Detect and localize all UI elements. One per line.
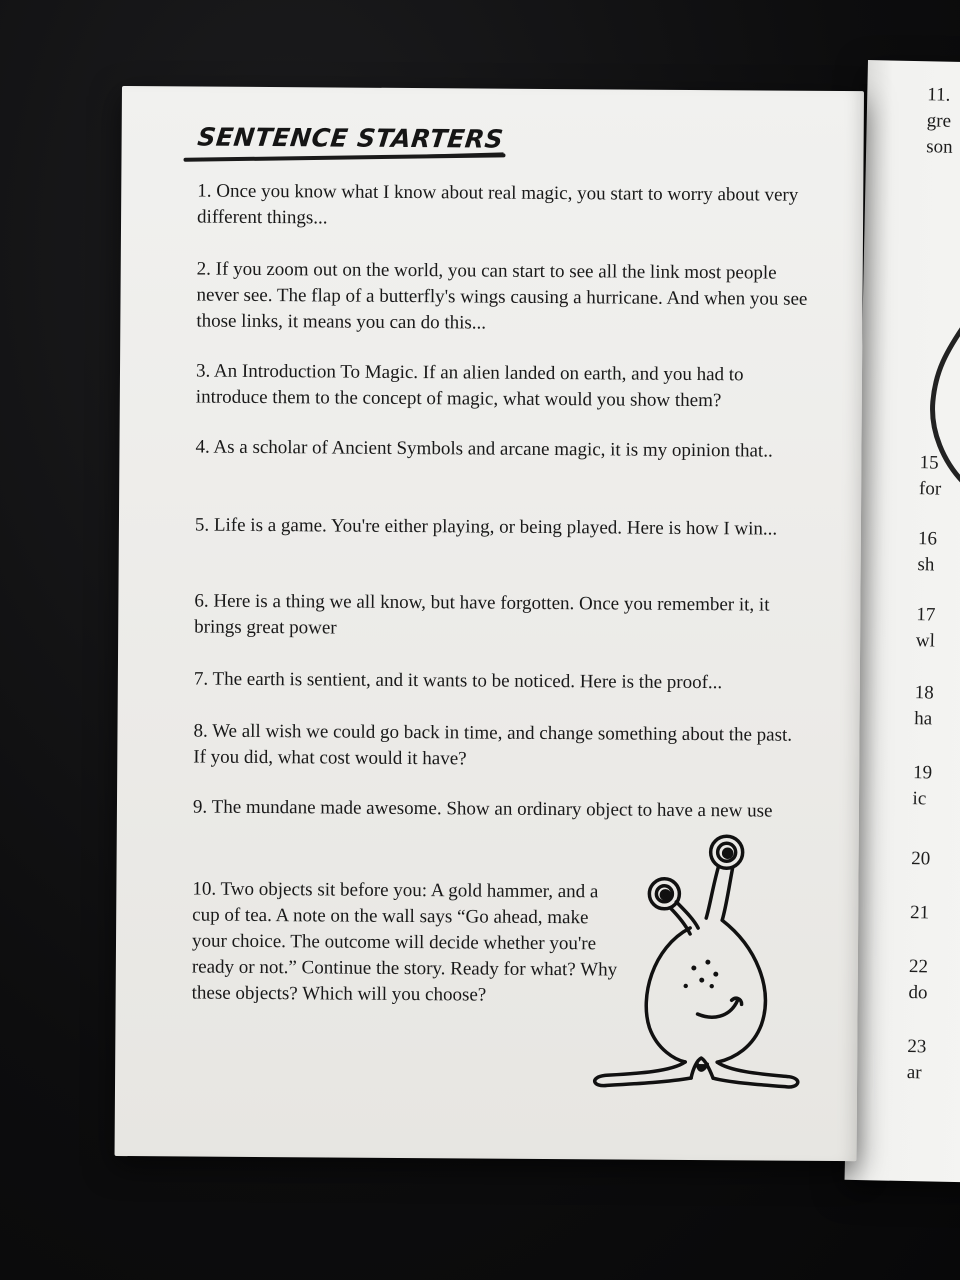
right-fragment: 22: [908, 956, 929, 978]
right-fragment: ha: [913, 708, 933, 730]
right-fragment: gre: [926, 110, 952, 132]
sentence-starter-3: 3. An Introduction To Magic. If an alien landed on earth, and you had to introduce them to the concept of magic, what would you show them?: [195, 360, 744, 412]
right-fragment: 20: [911, 848, 931, 870]
right-fragment: 17: [916, 604, 936, 626]
right-fragment: son: [925, 136, 953, 158]
right-fragment: 16: [917, 528, 938, 550]
right-fragment: 23: [907, 1036, 927, 1058]
right-fragment: 15: [919, 452, 939, 474]
page-title: SENTENCE STARTERS: [196, 122, 505, 154]
sentence-starter-2: 2. If you zoom out on the world, you can start to see all the link most people never see. The flap of a butterfly's wings causing a hurricane. And when you see those links, it means you can do this...: [196, 258, 808, 334]
right-fragment: ar: [906, 1062, 922, 1084]
sentence-starter-9: 9. The mundane made awesome. Show an ordinary object to have a new use: [192, 796, 773, 822]
right-fragment: 19: [912, 762, 933, 784]
right-fragment: 11.: [927, 84, 951, 106]
right-fragment: 21: [909, 902, 930, 924]
sentence-starter-4: 4. As a scholar of Ancient Symbols and arcane magic, it is my opinion that..: [195, 436, 773, 462]
right-fragment: for: [918, 478, 942, 500]
sentence-starter-1: 1. Once you know what I know about real magic, you start to worry about very different things...: [197, 180, 799, 229]
right-fragment: ic: [912, 788, 927, 810]
right-fragment: do: [908, 982, 928, 1004]
sentence-starter-5: 5. Life is a game. You're either playing, or being played. Here is how I win...: [194, 514, 778, 540]
alien-cartoon-icon: [585, 827, 807, 1101]
right-fragment: sh: [917, 554, 935, 576]
sentence-starter-6: 6. Here is a thing we all know, but have forgotten. Once you remember it, it brings great power: [194, 590, 770, 639]
right-fragment: wl: [915, 630, 936, 652]
sentence-starter-7: 7. The earth is sentient, and it wants to be noticed. Here is the proof...: [193, 668, 723, 694]
sentence-starter-10: 10. Two objects sit before you: A gold hammer, and a cup of tea. A note on the wall says “Go ahead, make your choice. The outcome will decide whether you're ready or not.” Continue the story. Ready for what? Why these objects? Which will you choose?: [191, 878, 618, 1006]
right-fragment: 18: [914, 682, 934, 704]
sentence-starter-8: 8. We all wish we could go back in time, and change something about the past. If you did, what cost would it have?: [193, 720, 793, 770]
booklet-page: [115, 86, 864, 1161]
